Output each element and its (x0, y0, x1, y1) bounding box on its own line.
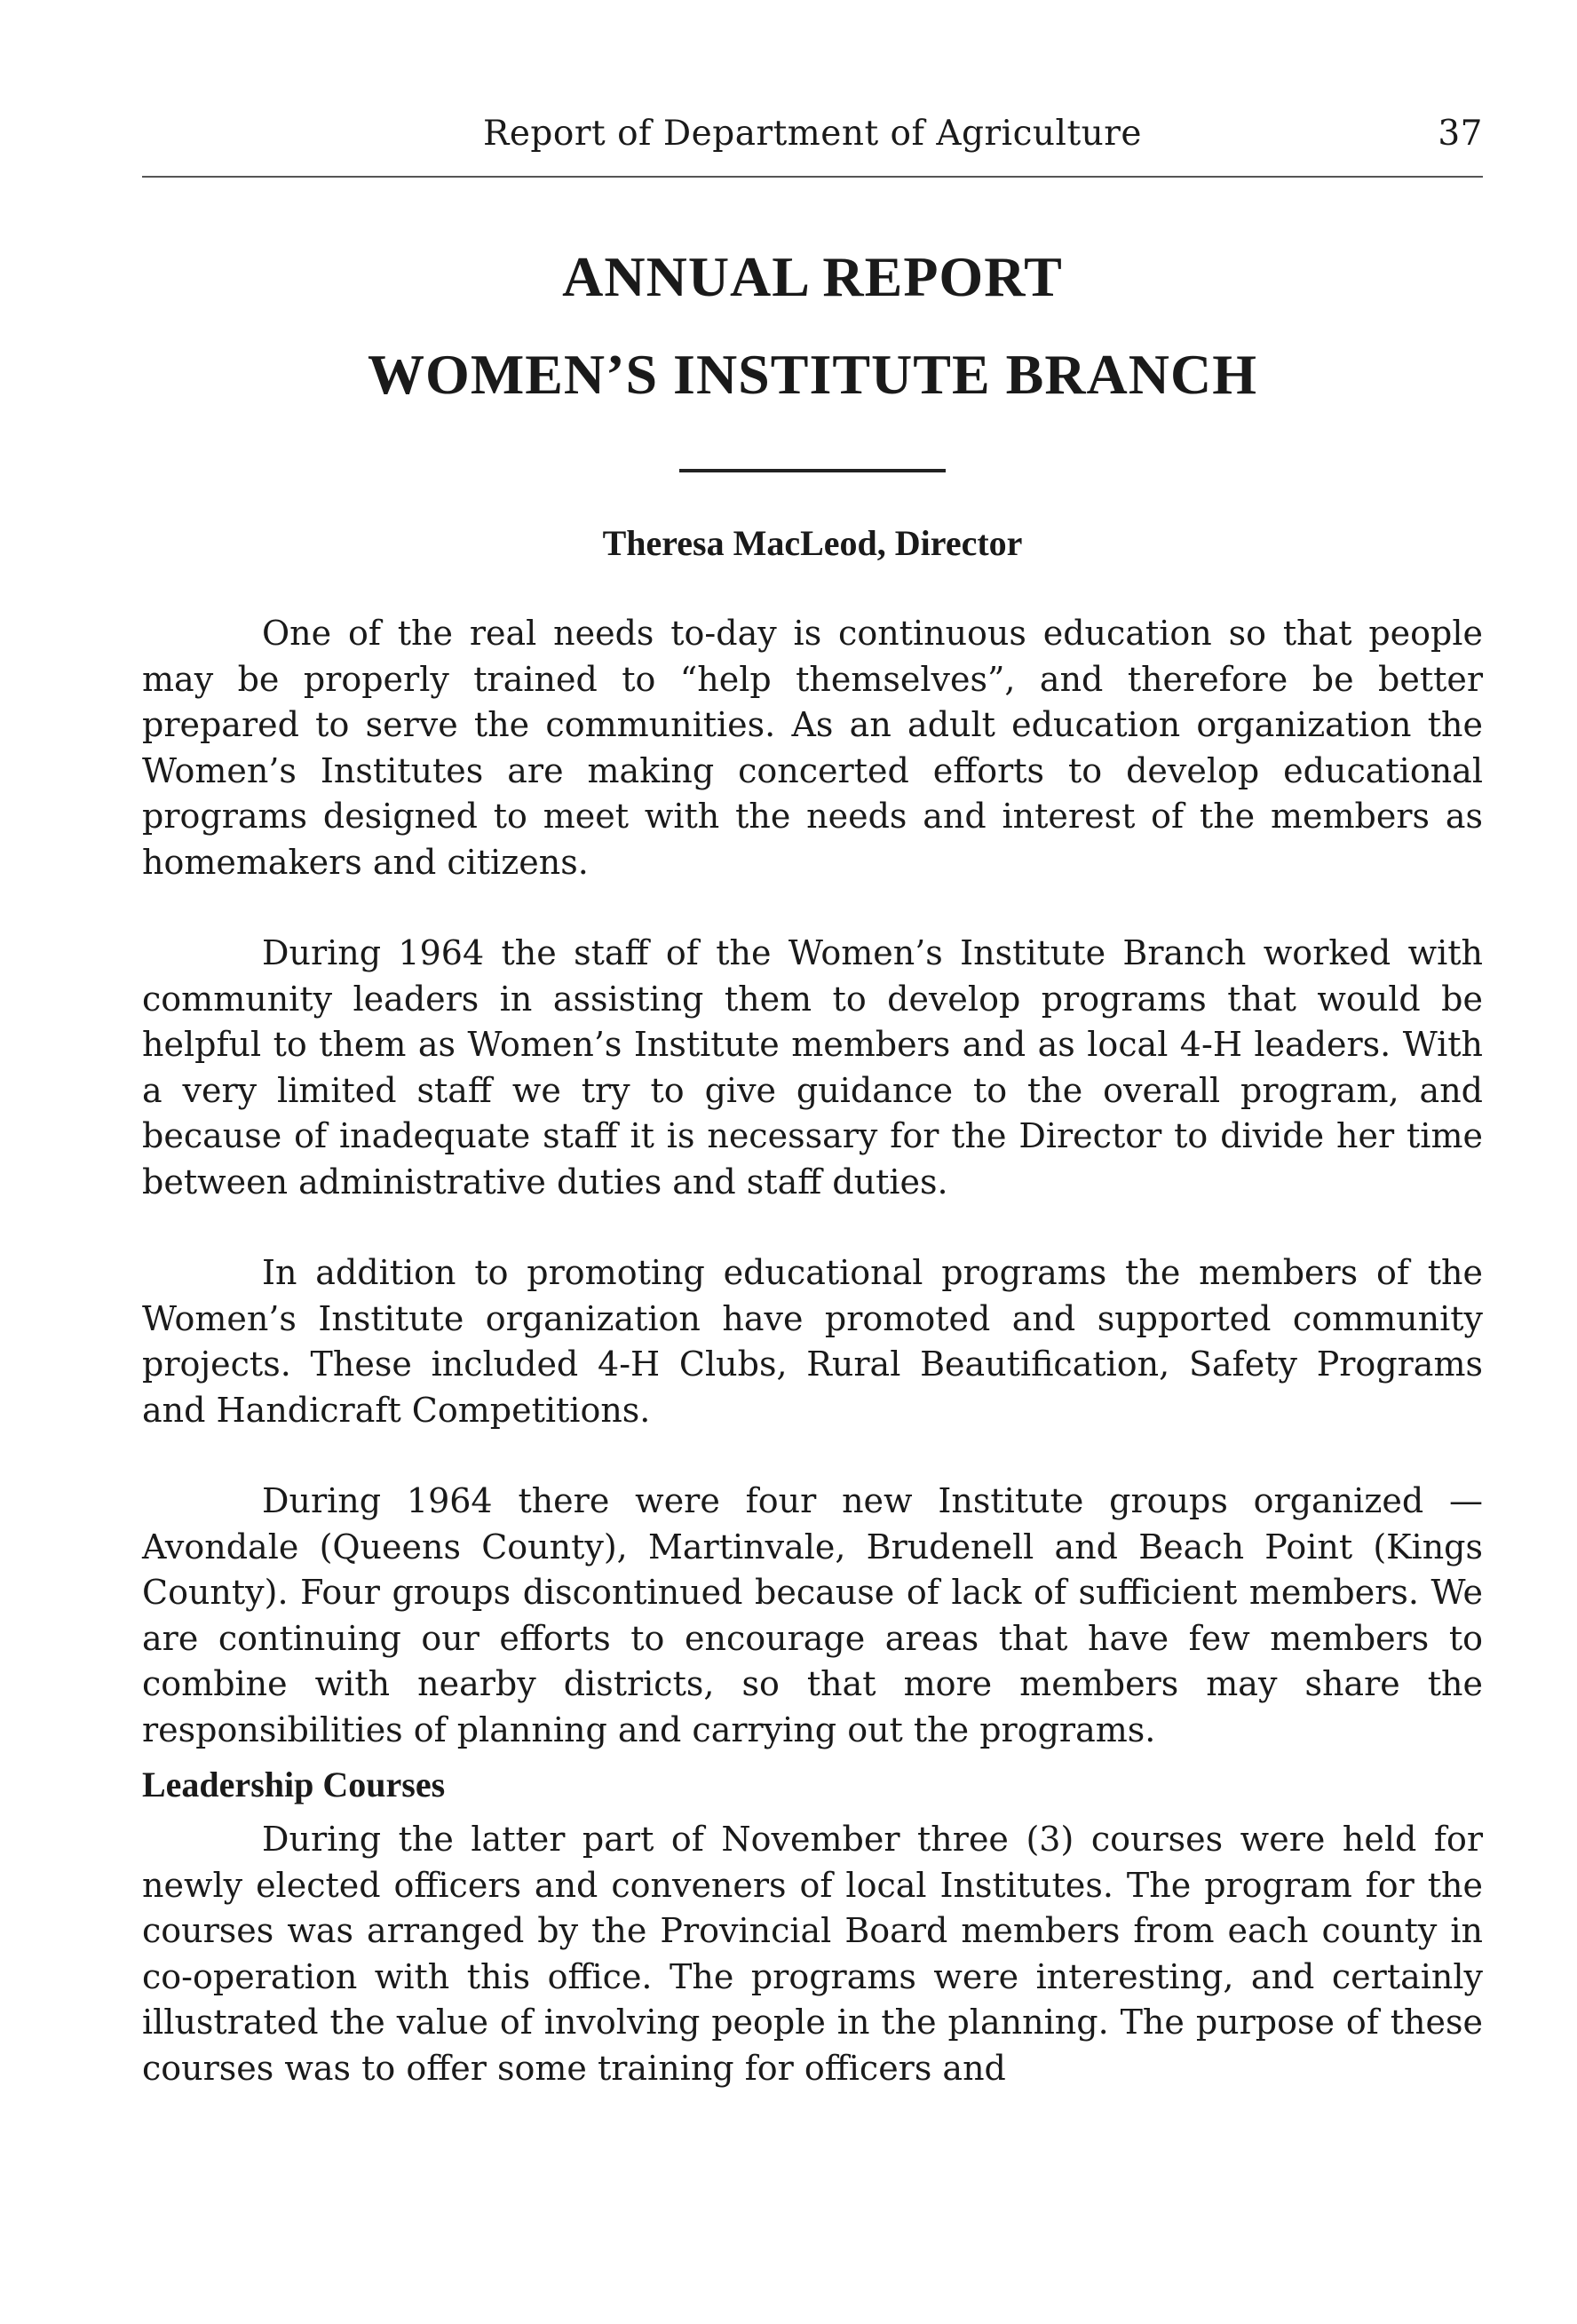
author-byline: Theresa MacLeod, Director (602, 523, 1023, 563)
section-paragraph: During the latter part of November three (3) courses were held for newly elected officers and conveners of local Institutes. The program for the courses was arranged by the Provincial Board members from each county in co-operation with this office. The programs were interesting, and certainly illustrated the value of involving people in the planning. The purpose of these courses was to offer some training for officers and (142, 1820, 1483, 2088)
running-header (142, 114, 1483, 158)
section-heading: Leadership Courses (142, 1765, 446, 1804)
header-divider (142, 176, 1483, 178)
body-paragraph: During 1964 the staff of the Women’s Institute Branch worked with community leaders in assisting them to develop programs that would be helpful to them as Women’s Institute members and as local 4-H leaders. With a very limited staff we try to give guidance to the overall program, and because of inadequate staff it is necessary for the Director to divide her time between administrative duties and staff duties. (142, 933, 1483, 1202)
report-body (142, 611, 1483, 2091)
body-paragraph: During 1964 there were four new Institute groups organized — Avondale (Queens County), Martinvale, Brudenell and Beach Point (Kings County). Four groups discontinued because of lack of sufficient members. We are continuing our efforts to encourage areas that have few members to combine with nearby districts, so that more members may share the responsibilities of planning and carrying out the programs. (142, 1481, 1483, 1749)
body-paragraph: In addition to promoting educational programs the members of the Women’s Institute organization have promoted and supported community projects. These included 4-H Clubs, Rural Beautification, Safety Programs and Handicraft Competitions. (142, 1253, 1483, 1430)
title-divider (679, 469, 946, 472)
running-title: Report of Department of Agriculture (482, 114, 1143, 154)
page-number: 37 (1438, 114, 1483, 154)
branch-title: WOMEN’S INSTITUTE BRANCH (368, 343, 1257, 406)
body-paragraph: One of the real needs to-day is continuous education so that people may be properly trained to “help themselves”, and therefore be better prepared to serve the communities. As an adult education organization the Women’s Institutes are making concerted efforts to develop educational programs designed to meet with the needs and interest of the members as homemakers and citizens. (142, 614, 1483, 882)
report-title: ANNUAL REPORT (562, 245, 1063, 308)
